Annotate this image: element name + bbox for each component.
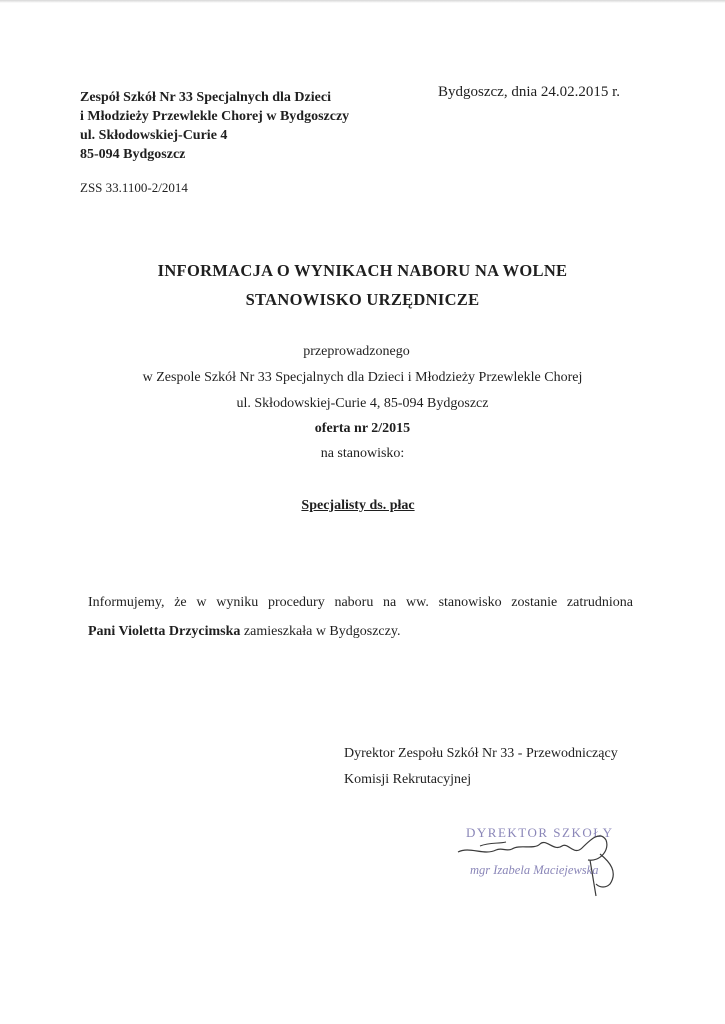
- signatory-title-line-1: Dyrektor Zespołu Szkół Nr 33 - Przewodniczący: [344, 746, 618, 761]
- document-date: Bydgoszcz, dnia 24.02.2015 r.: [438, 84, 621, 100]
- details-line-1: przeprowadzonego: [303, 344, 410, 359]
- sender-line-3: ul. Skłodowskiej-Curie 4: [80, 128, 228, 143]
- body-paragraph-rest: zamieszkała w Bydgoszczy.: [240, 624, 401, 639]
- details-line-3: ul. Skłodowskiej-Curie 4, 85-094 Bydgoszcz: [236, 396, 489, 411]
- body-paragraph-line-1: Informujemy, że w wyniku procedury naboru na ww. stanowisko zostanie zatrudniona: [88, 595, 633, 610]
- signatory-title-line-2: Komisji Rekrutacyjnej: [344, 772, 472, 787]
- director-stamp-signature: [450, 822, 630, 904]
- document-title-line-2: STANOWISKO URZĘDNICZE: [245, 290, 480, 309]
- stamp-name-text: mgr Izabela Maciejewska: [470, 863, 599, 877]
- scan-edge: [0, 0, 725, 3]
- body-paragraph-line-2: [88, 619, 633, 645]
- sender-line-2: i Młodzieży Przewlekle Chorej w Bydgoszczy: [80, 109, 350, 124]
- offer-number: oferta nr 2/2015: [314, 421, 411, 436]
- sender-line-4: 85-094 Bydgoszcz: [80, 147, 186, 162]
- hired-person-name: Pani Violetta Drzycimska: [88, 624, 241, 639]
- position-name: Specjalisty ds. płac: [301, 498, 415, 513]
- details-line-5: na stanowisko:: [320, 446, 405, 461]
- signature-stroke: [480, 842, 506, 846]
- document-title-line-1: INFORMACJA O WYNIKACH NABORU NA WOLNE: [157, 261, 568, 280]
- details-line-2: w Zespole Szkół Nr 33 Specjalnych dla Dzieci i Młodzieży Przewlekle Chorej: [142, 370, 583, 385]
- sender-line-1: Zespół Szkół Nr 33 Specjalnych dla Dzieci: [80, 90, 331, 105]
- reference-number: ZSS 33.1100-2/2014: [80, 180, 188, 195]
- sender-address: [80, 88, 349, 164]
- stamp-title-text: DYREKTOR SZKOŁY: [466, 825, 614, 840]
